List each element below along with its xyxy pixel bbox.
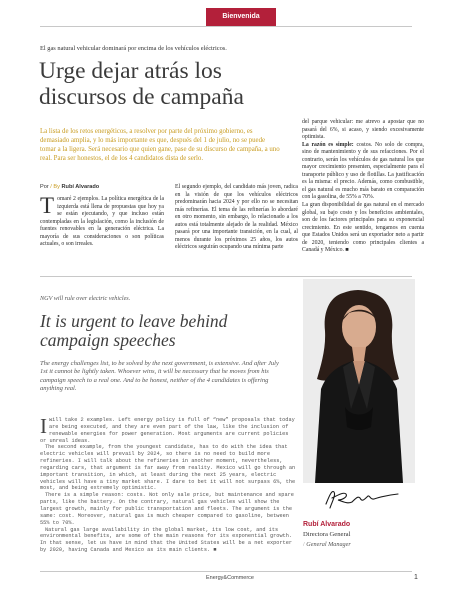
- english-kicker: NGV will rule over electric vehicles.: [40, 295, 131, 302]
- spanish-column-3-p2-rest: costos. No solo de compra, sino de mantenimiento y de sus refacciones. Por el contrario, serán los vehículos de gas natural los que mayor crecimiento presenten, especialmente para el transporte público y uso de flotillas. La justificación es la misma: el precio. Además, como combustible, el gas natural es mucho más barato en comparación con la gasolina, de 55% a 70%.: [302, 141, 424, 201]
- spanish-column-2: El segundo ejemplo, del candidato más joven, radica en la visión de que los vehículos eléctricos predominarán hacia 2024 y por ello no se necesitan más refinerías. El tema de las refinerías lo abordaré en otro momento, sin embargo, lo relacionado a los autos está totalmente alejado de la realidad. México pasará por una importante transición, en la cual, al menos durante los próximos 25 años, los autos eléctricos seguirán ocupando una mínima parte: [175, 184, 298, 251]
- spanish-title: Urge dejar atrás los discursos de campaña: [39, 58, 244, 110]
- spanish-column-3-p2: [302, 142, 424, 202]
- author-portrait: [303, 279, 415, 483]
- footer-divider: [40, 571, 412, 572]
- byline: [40, 184, 99, 190]
- english-lead: The energy challenges list, to be solved by the next government, is extensive. And after July 1st it cannot be lightly taken. Whoever wins, it will be necessary that he moves from his campaign speech to a real one. And to be honest, neither of the 4 candidates is offering anything real.: [40, 360, 279, 392]
- author-role-spanish: Directora General: [303, 531, 351, 538]
- english-drop-cap: I: [40, 414, 47, 438]
- byline-name: Rubí Alvarado: [61, 184, 100, 190]
- middle-divider: [40, 276, 412, 277]
- spanish-column-3-p2-label: La razón es simple:: [302, 141, 354, 148]
- page-number: 1: [414, 574, 418, 581]
- section-tab: Bienvenida: [206, 8, 276, 26]
- spanish-column-3-p3: La gran disponibilidad de gas natural en el mercado global, su bajo costo y los beneficios ambientales, son de los factores principales para su exponencial crecimiento. En este sentido, tengamos en cuenta que Estados Unidos será un exportador neto a partir de 2020, teniendo como principales clientes a Canadá y México. ■: [302, 202, 424, 254]
- english-paragraph-3: There is a simple reason: costs. Not only sale price, but maintenance and spare parts, like the battery. On the contrary, natural gas vehicles will show the largest growth, mainly for public transportation and fleets. The argument is the same: cost. Moreover, natural gas is much cheaper compared to gasoline, between 55% to 70%.: [40, 492, 294, 526]
- spanish-column-3-p1: del parque vehicular: me atrevo a apostar que no pasará del 6%, si acaso, y siendo excesivamente optimista.: [302, 119, 424, 141]
- drop-cap: T: [40, 193, 55, 218]
- spanish-column-3: [302, 119, 424, 255]
- spanish-column-1-text: omaré 2 ejemplos. La política energética de la izquierda está llena de propuestas que hoy ya se están ejecutando, y que incluso están contempladas en la legislación, como la inclusión de fuentes renovables en la generación eléctrica. La mayoría de sus consideraciones o son políticas actuales, o son irreales.: [40, 196, 164, 248]
- spanish-column-1: [40, 193, 164, 249]
- author-role-slash: /: [303, 541, 305, 548]
- portrait-illustration: [303, 279, 415, 483]
- author-role-english: [303, 541, 351, 548]
- spanish-kicker: El gas natural vehicular dominará por encima de los vehículos eléctricos.: [40, 45, 227, 52]
- footer-publication-label: Energy&Commerce: [206, 575, 254, 581]
- author-name: Rubí Alvarado: [303, 521, 351, 528]
- author-role-english-text: General Manager: [306, 541, 351, 548]
- author-signature: [322, 486, 402, 512]
- spanish-lead: La lista de los retos energéticos, a resolver por parte del próximo gobierno, es demasiado amplia, y lo más importante es que, después del 1 de julio, no se puede tomar a la ligera. Será necesario que quien gane, pase de su discurso de campaña, a uno real. Para ser honestos, el de los 4 candidatos dista de serlo.: [40, 128, 280, 163]
- english-title: It is urgent to leave behind campaign speeches: [40, 311, 228, 350]
- english-paragraph-2: The second example, from the youngest candidate, has to do with the idea that electric vehicles will prevail by 2024, so there is no need to build more refineries. I will talk about the refineries in another moment, nevertheless, regarding cars, that argument is far away from reality. Mexico will go through an important transition, in which, at least during the next 25 years, electric vehicles will have a tiny market share. I dare to bet it will not surpass 6%, the most, and being extremely optimistic.: [40, 444, 296, 492]
- top-divider: [40, 26, 412, 27]
- english-paragraph-4: Natural gas large availability in the global market, its low cost, and its environmental benefits, are some of the main reasons for its exponential growth. In that sense, let us have in mind that the United States will be a net exporter by 2020, having Canada and Mexico as its main clients. ■: [40, 526, 293, 554]
- english-body: [40, 414, 296, 554]
- english-paragraph-1-text: will take 2 examples. Left energy policy is full of “new” proposals that today are being executed, and they are even part of the law, like the inclusion of renewable energies for power generation. Most arguments are current policies or unreal ideas.: [40, 417, 295, 444]
- english-paragraph-1: [40, 414, 296, 444]
- byline-prefix: Por: [40, 184, 49, 190]
- byline-slash: / By: [50, 184, 60, 190]
